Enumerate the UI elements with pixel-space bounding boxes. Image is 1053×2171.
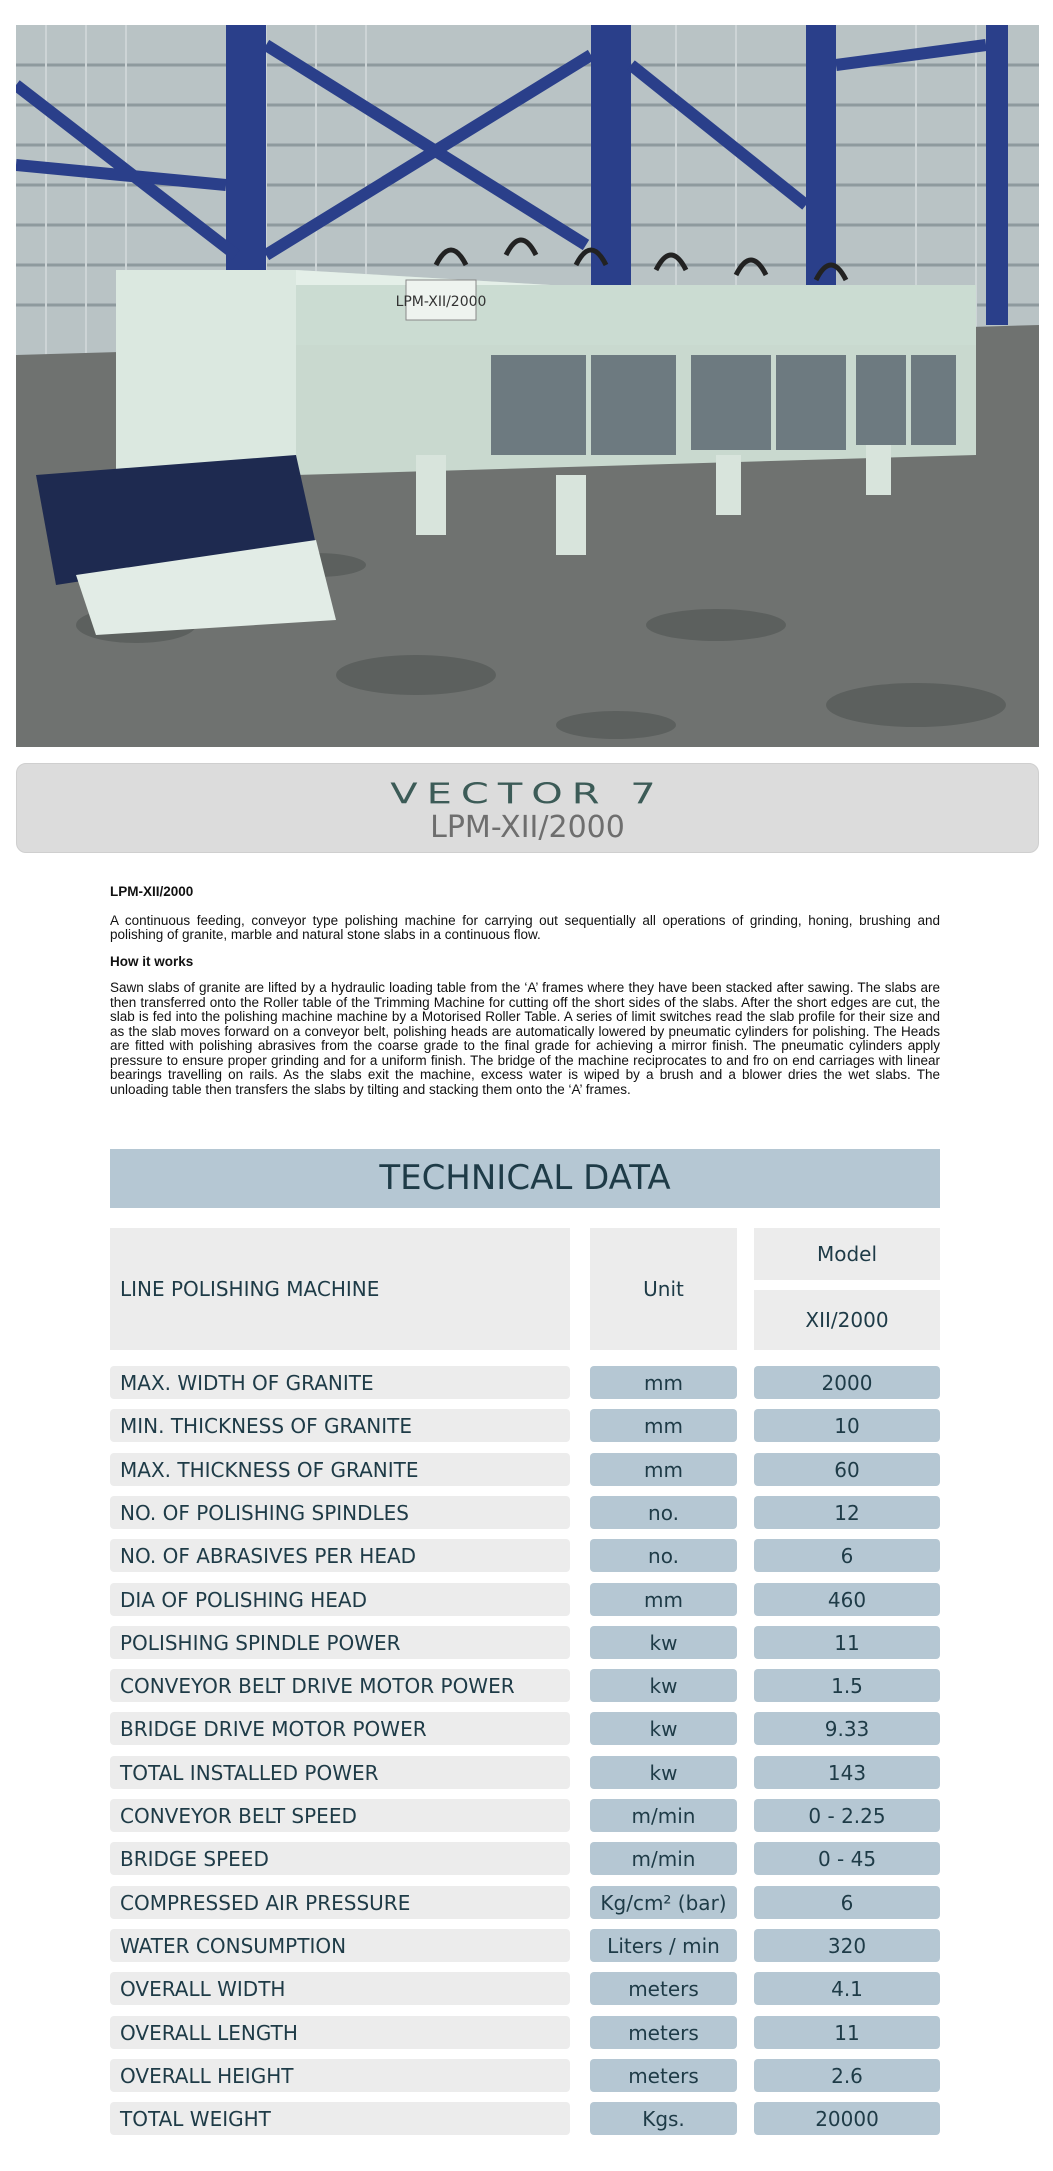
spec-unit: mm xyxy=(590,1409,737,1442)
how-it-works-heading: How it works xyxy=(110,953,194,969)
model-subtitle: LPM-XII/2000 xyxy=(430,810,625,845)
spec-name: CONVEYOR BELT DRIVE MOTOR POWER xyxy=(110,1669,570,1702)
spec-value: 6 xyxy=(754,1539,940,1572)
spec-value: 11 xyxy=(754,2016,940,2049)
spec-name: MIN. THICKNESS OF GRANITE xyxy=(110,1409,570,1442)
spec-value: 4.1 xyxy=(754,1972,940,2005)
spec-unit: meters xyxy=(590,2016,737,2049)
spec-value: 1.5 xyxy=(754,1669,940,1702)
spec-value: 2000 xyxy=(754,1366,940,1399)
spec-unit: meters xyxy=(590,1972,737,2005)
spec-name: NO. OF POLISHING SPINDLES xyxy=(110,1496,570,1529)
spec-unit: kw xyxy=(590,1756,737,1789)
spec-name: DIA OF POLISHING HEAD xyxy=(110,1583,570,1616)
spec-name: OVERALL HEIGHT xyxy=(110,2059,570,2092)
spec-unit: mm xyxy=(590,1453,737,1486)
spec-name: WATER CONSUMPTION xyxy=(110,1929,570,1962)
brand-title: VECTOR 7 xyxy=(390,777,665,811)
spec-unit: kw xyxy=(590,1626,737,1659)
spec-value: 0 - 45 xyxy=(754,1842,940,1875)
spec-name: BRIDGE DRIVE MOTOR POWER xyxy=(110,1712,570,1745)
spec-unit: no. xyxy=(590,1496,737,1529)
spec-name: CONVEYOR BELT SPEED xyxy=(110,1799,570,1832)
header-model-code: XII/2000 xyxy=(754,1290,940,1350)
header-model: Model xyxy=(754,1228,940,1280)
spec-unit: no. xyxy=(590,1539,737,1572)
machine-photo-illustration xyxy=(16,25,1039,747)
description-section xyxy=(110,885,940,1097)
spec-value: 9.33 xyxy=(754,1712,940,1745)
spec-unit: kw xyxy=(590,1669,737,1702)
spec-unit: m/min xyxy=(590,1842,737,1875)
spec-unit: mm xyxy=(590,1583,737,1616)
spec-value: 320 xyxy=(754,1929,940,1962)
technical-data-title: TECHNICAL DATA xyxy=(110,1149,940,1208)
spec-value: 10 xyxy=(754,1409,940,1442)
spec-unit: kw xyxy=(590,1712,737,1745)
machine-photo xyxy=(16,25,1039,747)
spec-unit: mm xyxy=(590,1366,737,1399)
spec-name: MAX. THICKNESS OF GRANITE xyxy=(110,1453,570,1486)
product-intro: A continuous feeding, conveyor type polishing machine for carrying out sequentially all operations of grinding, honing, brushing and polishing of granite, marble and natural stone slabs in a continuous flow. xyxy=(110,912,940,942)
header-unit: Unit xyxy=(590,1228,737,1350)
spec-unit: m/min xyxy=(590,1799,737,1832)
spec-name: MAX. WIDTH OF GRANITE xyxy=(110,1366,570,1399)
header-machine-name: LINE POLISHING MACHINE xyxy=(110,1228,570,1350)
spec-name: OVERALL LENGTH xyxy=(110,2016,570,2049)
spec-value: 2.6 xyxy=(754,2059,940,2092)
spec-value: 143 xyxy=(754,1756,940,1789)
spec-value: 12 xyxy=(754,1496,940,1529)
product-heading: LPM-XII/2000 xyxy=(110,884,194,899)
spec-name: COMPRESSED AIR PRESSURE xyxy=(110,1886,570,1919)
spec-name: TOTAL WEIGHT xyxy=(110,2102,570,2135)
spec-name: POLISHING SPINDLE POWER xyxy=(110,1626,570,1659)
spec-value: 460 xyxy=(754,1583,940,1616)
spec-name: BRIDGE SPEED xyxy=(110,1842,570,1875)
spec-unit: Kg/cm² (bar) xyxy=(590,1886,737,1919)
title-banner xyxy=(16,763,1039,853)
spec-value: 6 xyxy=(754,1886,940,1919)
spec-name: NO. OF ABRASIVES PER HEAD xyxy=(110,1539,570,1572)
spec-unit: meters xyxy=(590,2059,737,2092)
spec-name: OVERALL WIDTH xyxy=(110,1972,570,2005)
spec-value: 60 xyxy=(754,1453,940,1486)
how-it-works-text: Sawn slabs of granite are lifted by a hydraulic loading table from the ‘A’ frames where they have been stacked after sawing. The slabs are then transferred onto the Roller table of the Trimming Machine for cutting off the short sides of the slabs. After the short edges are cut, the slab is fed into the polishing machine machine by a Motorised Roller Table. A series of limit switches read the slab profile for their size and as the slab moves forward on a conveyor belt, polishing heads are automatically lowered by pneumatic cylinders for polishing. The Heads are fitted with polishing abrasives from the coarse grade to the final grade for achieving a mirror finish. The pneumatic cylinders apply pressure to ensure proper grinding and for a uniform finish. The bridge of the machine reciprocates to and fro on end carriages with linear bearings travelling on rails. As the slabs exit the machine, excess water is wiped by a brush and a blower dries the wet slabs. The unloading table then transfers the slabs by tilting and stacking them onto the ‘A’ frames. xyxy=(110,980,940,1097)
spec-value: 0 - 2.25 xyxy=(754,1799,940,1832)
spec-unit: Liters / min xyxy=(590,1929,737,1962)
machine-plate-text: LPM-XII/2000 xyxy=(395,294,487,310)
spec-value: 20000 xyxy=(754,2102,940,2135)
spec-name: TOTAL INSTALLED POWER xyxy=(110,1756,570,1789)
spec-value: 11 xyxy=(754,1626,940,1659)
spec-unit: Kgs. xyxy=(590,2102,737,2135)
